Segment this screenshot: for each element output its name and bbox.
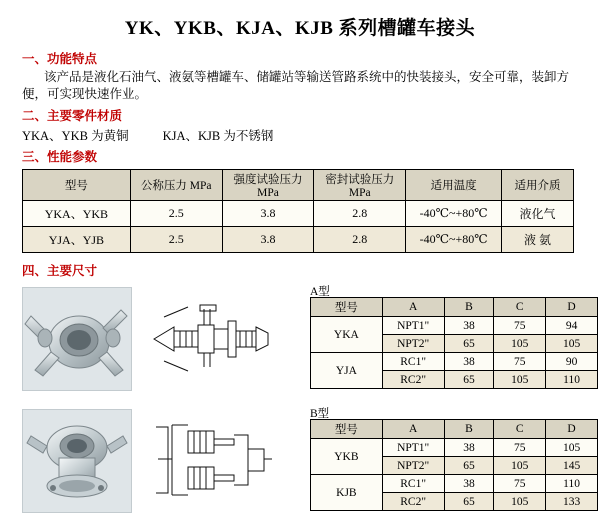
dim-model: YKB: [311, 439, 383, 475]
performance-header-row: [23, 170, 574, 201]
dim-cell: 105: [494, 493, 546, 511]
dim-cell: 38: [444, 475, 494, 493]
dim-cell: 65: [444, 371, 494, 389]
dim-cell: 105: [546, 335, 598, 353]
type-label-a: A型: [310, 286, 330, 298]
dimension-header-row-b: [311, 420, 598, 439]
materials-left: YKA、YKB 为黄铜: [22, 129, 129, 143]
dim-col-model: 型号: [311, 420, 383, 439]
dim-col-d: D: [546, 298, 598, 317]
dim-cell: 105: [494, 457, 546, 475]
dim-cell: 38: [444, 439, 494, 457]
dim-model: YKA: [311, 317, 383, 353]
dimension-row-a: [22, 283, 600, 401]
page-title: YK、YKB、KJA、KJB 系列槽罐车接头: [124, 18, 476, 39]
table-row: [311, 439, 598, 457]
performance-col-model: 型号: [23, 170, 131, 201]
dim-cell: RC1": [382, 475, 444, 493]
performance-col-nominal-pressure: 公称压力 MPa: [130, 170, 222, 201]
performance-cell: 液化气: [502, 201, 574, 227]
coupling-photo-b: [22, 409, 132, 513]
dim-cell: 94: [546, 317, 598, 335]
coupling-drawing-a: [144, 287, 279, 391]
performance-cell: -40℃~+80℃: [406, 227, 502, 253]
performance-cell: -40℃~+80℃: [406, 201, 502, 227]
performance-cell: 3.8: [222, 201, 314, 227]
section-heading-performance: 三、性能参数: [22, 150, 98, 164]
dim-cell: 133: [546, 493, 598, 511]
coupling-photo-a: [22, 287, 132, 391]
dimension-table-a: [310, 297, 598, 389]
performance-col-seal-test: 密封试验压力 MPa: [314, 170, 406, 201]
dim-cell: 65: [444, 335, 494, 353]
table-row: [23, 227, 574, 253]
performance-cell: 3.8: [222, 227, 314, 253]
dim-cell: 90: [546, 353, 598, 371]
dim-cell: NPT1": [382, 439, 444, 457]
performance-cell: 2.8: [314, 201, 406, 227]
dim-col-c: C: [494, 420, 546, 439]
dim-col-c: C: [494, 298, 546, 317]
performance-cell: 2.5: [130, 227, 222, 253]
table-row: [23, 201, 574, 227]
dim-cell: NPT1": [382, 317, 444, 335]
dim-cell: 65: [444, 493, 494, 511]
section-heading-features: 一、功能特点: [22, 52, 98, 66]
dim-cell: 75: [494, 317, 546, 335]
type-label-b: B型: [310, 408, 330, 420]
dimension-row-b: [22, 405, 600, 523]
dim-col-d: D: [546, 420, 598, 439]
coupling-drawing-b: [144, 409, 279, 513]
dim-cell: 75: [494, 475, 546, 493]
dim-cell: NPT2": [382, 335, 444, 353]
dimensions-area: [0, 283, 600, 523]
table-row: [311, 353, 598, 371]
performance-col-temperature: 适用温度: [406, 170, 502, 201]
dimension-header-row-a: [311, 298, 598, 317]
dim-cell: 38: [444, 353, 494, 371]
performance-cell: YJA、YJB: [23, 227, 131, 253]
section-heading-dimensions: 四、主要尺寸: [22, 264, 98, 278]
dim-cell: 38: [444, 317, 494, 335]
dim-cell: RC2": [382, 371, 444, 389]
dim-cell: 75: [494, 439, 546, 457]
performance-cell: 2.5: [130, 201, 222, 227]
performance-cell: 液 氨: [502, 227, 574, 253]
section-heading-materials: 二、主要零件材质: [22, 109, 123, 123]
dim-cell: 145: [546, 457, 598, 475]
dim-cell: 65: [444, 457, 494, 475]
performance-table: [22, 169, 574, 253]
features-text: 该产品是液化石油气、液氨等槽罐车、储罐站等输送管路系统中的快装接头，安全可靠，装卸方便，可实现快速作业。: [22, 70, 570, 101]
materials-right: KJA、KJB 为不锈钢: [162, 129, 274, 143]
dim-cell: 105: [494, 371, 546, 389]
dim-cell: 105: [546, 439, 598, 457]
dim-col-b: B: [444, 420, 494, 439]
performance-col-medium: 适用介质: [502, 170, 574, 201]
dimension-table-b: [310, 419, 598, 511]
dim-cell: RC1": [382, 353, 444, 371]
dim-cell: 110: [546, 371, 598, 389]
dim-col-model: 型号: [311, 298, 383, 317]
performance-cell: 2.8: [314, 227, 406, 253]
dim-cell: RC2": [382, 493, 444, 511]
dim-cell: 110: [546, 475, 598, 493]
dim-cell: NPT2": [382, 457, 444, 475]
table-row: [311, 317, 598, 335]
table-row: [311, 475, 598, 493]
materials-line: [22, 126, 582, 144]
dim-cell: 105: [494, 335, 546, 353]
dim-model: KJB: [311, 475, 383, 511]
dim-col-a: A: [382, 298, 444, 317]
dim-col-b: B: [444, 298, 494, 317]
dim-cell: 75: [494, 353, 546, 371]
performance-col-strength-test: 强度试验压力 MPa: [222, 170, 314, 201]
dim-col-a: A: [382, 420, 444, 439]
performance-cell: YKA、YKB: [23, 201, 131, 227]
dim-model: YJA: [311, 353, 383, 389]
